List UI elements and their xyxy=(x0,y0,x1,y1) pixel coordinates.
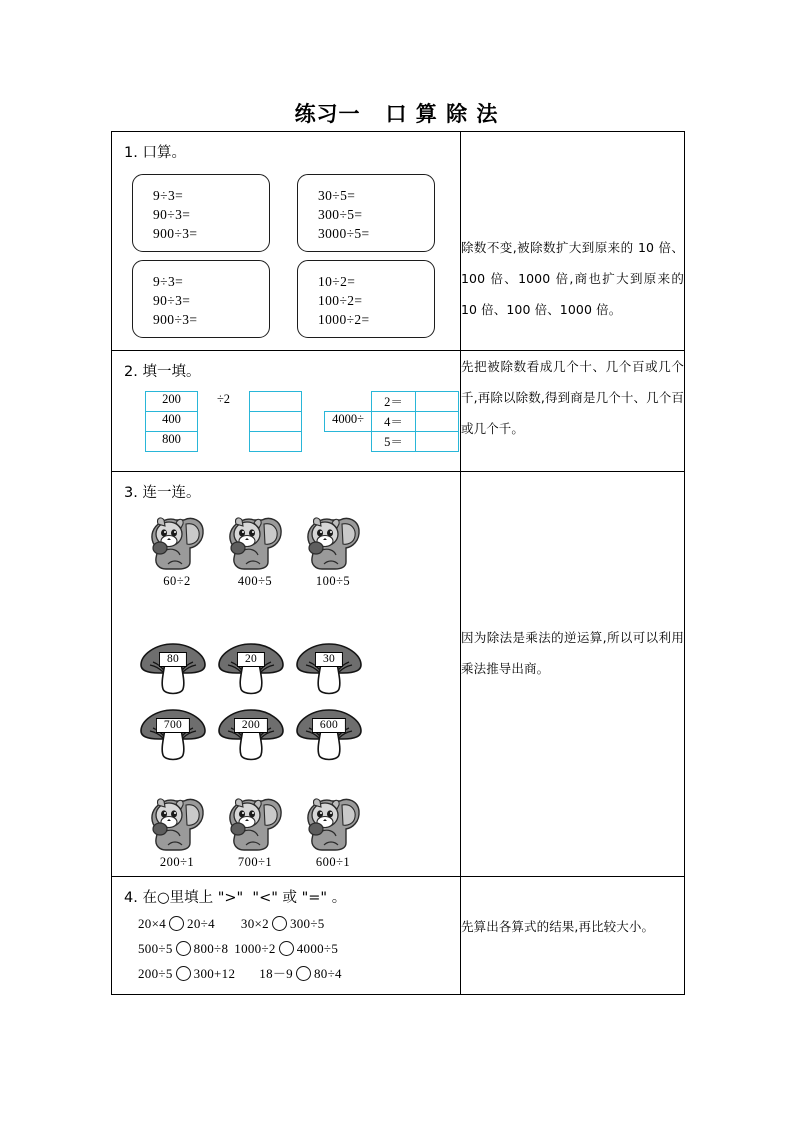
worksheet-row-4 xyxy=(112,877,685,995)
mushroom-label: 200 xyxy=(234,718,268,733)
section-3-tip: 因为除法是乘法的逆运算,所以可以利用乘法推导出商。 xyxy=(461,630,684,676)
mushroom-card-5[interactable] xyxy=(212,707,290,765)
compare-right: 4000÷5 xyxy=(296,941,339,956)
squirrel-icon xyxy=(146,795,208,853)
table-row xyxy=(325,392,459,412)
table-row xyxy=(325,412,459,432)
compare-right: 300+12 xyxy=(193,966,236,981)
compare-right: 300÷5 xyxy=(289,916,325,931)
calc-line: 9÷3= xyxy=(153,274,184,289)
mushroom-icon xyxy=(293,641,365,699)
worksheet-table xyxy=(111,131,685,995)
calc-line: 900÷3= xyxy=(153,226,198,241)
mushroom-row-1 xyxy=(112,641,460,699)
compare-pair[interactable] xyxy=(138,911,215,936)
table-row xyxy=(325,432,459,452)
dividend-cell: 200 xyxy=(146,392,198,412)
expression-label: 600÷1 xyxy=(315,855,351,869)
calc-line: 9÷3= xyxy=(153,188,184,203)
calc-box-3[interactable] xyxy=(132,260,270,338)
mushroom-label: 600 xyxy=(312,718,346,733)
compare-circle[interactable] xyxy=(169,916,184,931)
dividend-cell: 800 xyxy=(146,432,198,452)
squirrel-card-2[interactable] xyxy=(216,514,294,589)
squirrel-card-1[interactable] xyxy=(138,514,216,589)
mushroom-icon xyxy=(137,707,209,765)
calc-box-row-2 xyxy=(112,260,460,338)
compare-list xyxy=(112,907,460,994)
calc-line: 1000÷2= xyxy=(318,312,370,327)
answer-cell[interactable] xyxy=(416,432,459,452)
compare-right: 800÷8 xyxy=(193,941,229,956)
squirrel-icon xyxy=(302,795,364,853)
mushroom-label: 30 xyxy=(315,652,343,667)
section-2-tip-cell xyxy=(461,351,685,472)
compare-row xyxy=(138,961,460,986)
compare-left: 1000÷2 xyxy=(234,941,276,956)
mushroom-icon xyxy=(293,707,365,765)
mushroom-icon xyxy=(215,641,287,699)
compare-pair[interactable] xyxy=(241,911,325,936)
section-1-tip-cell xyxy=(461,132,685,351)
calc-line: 90÷3= xyxy=(153,293,191,308)
calc-line: 300÷5= xyxy=(318,207,363,222)
section-3-tip-cell xyxy=(461,472,685,877)
compare-left: 200÷5 xyxy=(138,966,173,981)
squirrel-icon xyxy=(302,514,364,572)
compare-pair[interactable] xyxy=(138,961,235,986)
compare-pair[interactable] xyxy=(234,936,338,961)
section-1-heading: 1. 口算。 xyxy=(124,145,186,161)
mushroom-label: 20 xyxy=(237,652,265,667)
mushroom-label: 700 xyxy=(156,718,190,733)
section-1-tip: 除数不变,被除数扩大到原来的 10 倍、100 倍、1000 倍,商也扩大到原来的 10 倍、100 倍、1000 倍。 xyxy=(461,240,684,317)
calc-line: 3000÷5= xyxy=(318,226,370,241)
compare-pair[interactable] xyxy=(138,936,228,961)
calc-line: 900÷3= xyxy=(153,312,198,327)
squirrel-card-6[interactable] xyxy=(294,795,372,870)
squirrel-icon xyxy=(224,795,286,853)
compare-row xyxy=(138,936,460,961)
fill-table-left xyxy=(145,391,302,452)
section-4-tip: 先算出各算式的结果,再比较大小。 xyxy=(461,919,655,934)
compare-left: 20×4 xyxy=(138,916,167,931)
squirrel-row-bottom xyxy=(112,795,460,876)
expression-label: 400÷5 xyxy=(237,574,273,588)
section-2-content xyxy=(112,351,461,472)
answer-cell[interactable] xyxy=(250,392,302,412)
calc-line: 90÷3= xyxy=(153,207,191,222)
fill-table-right xyxy=(324,391,459,452)
mushroom-row-2 xyxy=(112,707,460,765)
expression-label: 60÷2 xyxy=(163,574,191,588)
mushroom-card-4[interactable] xyxy=(134,707,212,765)
section-3-content xyxy=(112,472,461,877)
mushroom-card-3[interactable] xyxy=(290,641,368,699)
compare-left: 500÷5 xyxy=(138,941,173,956)
section-2-tip: 先把被除数看成几个十、几个百或几个千,再除以除数,得到商是几个十、几个百或几个千。 xyxy=(461,359,684,436)
mushroom-icon xyxy=(137,641,209,699)
calc-line: 10÷2= xyxy=(318,274,356,289)
section-4-content xyxy=(112,877,461,995)
spacer-cell xyxy=(325,392,372,412)
mushroom-label: 80 xyxy=(159,652,187,667)
expression-label: 200÷1 xyxy=(159,855,195,869)
compare-row xyxy=(138,911,460,936)
answer-cell[interactable] xyxy=(416,412,459,432)
section-1-content xyxy=(112,132,461,351)
worksheet-row-2 xyxy=(112,351,685,472)
calc-box-1[interactable] xyxy=(132,174,270,252)
calc-line: 30÷5= xyxy=(318,188,356,203)
worksheet-row-3 xyxy=(112,472,685,877)
squirrel-card-4[interactable] xyxy=(138,795,216,870)
compare-circle[interactable] xyxy=(176,941,191,956)
expression-label: 100÷5 xyxy=(315,574,351,588)
spacer-cell xyxy=(325,432,372,452)
mushroom-card-2[interactable] xyxy=(212,641,290,699)
operator-cell: ÷2 xyxy=(216,391,231,406)
compare-right: 20÷4 xyxy=(187,916,215,931)
section-2-heading: 2. 填一填。 xyxy=(124,364,201,380)
divisor-cell: 2＝ xyxy=(372,392,416,412)
calc-box-2[interactable] xyxy=(297,174,435,252)
squirrel-icon xyxy=(146,514,208,572)
mushroom-icon xyxy=(215,707,287,765)
answer-cell[interactable] xyxy=(250,432,302,452)
calc-box-4[interactable] xyxy=(297,260,435,338)
squirrel-row-top xyxy=(112,514,460,589)
section-4-heading: 4. 在○里填上 ">" "<" 或 "=" 。 xyxy=(124,890,347,906)
expression-label: 700÷1 xyxy=(237,855,273,869)
mushroom-card-6[interactable] xyxy=(290,707,368,765)
mushroom-card-1[interactable] xyxy=(134,641,212,699)
answer-cell[interactable] xyxy=(416,392,459,412)
fill-in-area xyxy=(112,385,460,471)
compare-left: 30×2 xyxy=(240,916,269,931)
dividend-cell: 4000÷ xyxy=(325,412,372,432)
compare-circle[interactable] xyxy=(279,941,294,956)
worksheet-row-1 xyxy=(112,132,685,351)
page-title: 练习一 口 算 除 法 xyxy=(294,102,499,126)
section-3-heading: 3. 连一连。 xyxy=(124,485,201,501)
compare-circle[interactable] xyxy=(176,966,191,981)
squirrel-card-5[interactable] xyxy=(216,795,294,870)
compare-circle[interactable] xyxy=(296,966,311,981)
section-4-tip-cell xyxy=(461,877,685,995)
compare-pair[interactable] xyxy=(259,961,342,986)
dividend-cell: 400 xyxy=(146,412,198,432)
table-row xyxy=(146,392,302,412)
compare-right: 80÷4 xyxy=(313,966,342,981)
compare-circle[interactable] xyxy=(272,916,287,931)
calc-box-row-1 xyxy=(112,174,460,252)
calc-line: 100÷2= xyxy=(318,293,363,308)
squirrel-icon xyxy=(224,514,286,572)
compare-left: 18－9 xyxy=(259,966,293,981)
divisor-cell: 5＝ xyxy=(372,432,416,452)
divisor-cell: 4＝ xyxy=(372,412,416,432)
squirrel-card-3[interactable] xyxy=(294,514,372,589)
answer-cell[interactable] xyxy=(250,412,302,432)
